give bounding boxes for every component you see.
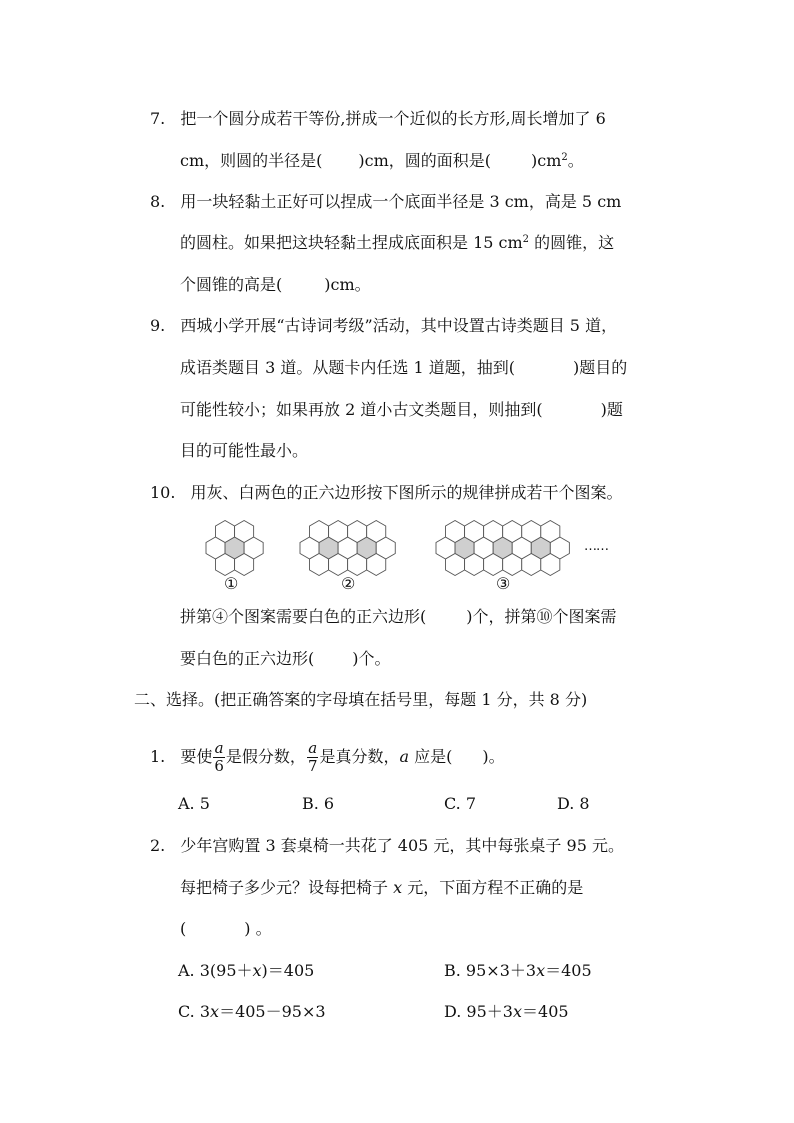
c2-option-b-text-1: B. 95×3＋3 <box>444 961 537 980</box>
section-2-title: 二、选择。(把正确答案的字母填在括号里，每题 1 分，共 8 分) <box>134 690 588 709</box>
c2-text-2b: 元，下面方程不正确的是 <box>402 878 584 897</box>
q10-line3 <box>180 649 391 669</box>
c2-option-a-text-1: A. 3(95＋ <box>178 961 253 980</box>
c2-text-2a: 每把椅子多少元？设每把椅子 <box>180 878 394 897</box>
q10-text-3b: )个。 <box>352 649 391 668</box>
c2-text-3a: ( <box>180 919 187 938</box>
c1-frac1-denominator: 6 <box>214 757 224 775</box>
q7-text-2c: )cm <box>531 151 562 170</box>
q9-number: 9. <box>150 316 166 335</box>
q7-text-2b: )cm，圆的面积是( <box>358 151 492 170</box>
c1-text-mid: 是假分数， <box>225 747 306 766</box>
c1-option-c[interactable]: C. 7 <box>444 794 477 813</box>
c2-option-c-variable: x <box>210 1002 220 1021</box>
c2-option-b-variable: x <box>536 961 546 980</box>
c2-option-a-variable: x <box>252 961 262 980</box>
q8-text-3a: 个圆锥的高是( <box>180 275 283 294</box>
c2-option-a[interactable] <box>178 961 314 981</box>
q7-line2 <box>180 151 584 171</box>
c1-frac2-denominator: 7 <box>307 757 318 775</box>
hexagon-figure <box>200 515 640 589</box>
c1-text-end: )。 <box>482 747 505 766</box>
c1-fraction-a-over-6 <box>213 740 225 775</box>
pattern-1-label: ① <box>224 574 239 593</box>
q9-text-2a: 成语类题目 3 道。从题卡内任选 1 道题，抽到( <box>180 358 515 377</box>
q8-superscript: 2 <box>522 234 530 245</box>
continuation-dots: …… <box>584 539 608 554</box>
q8-text-2a: 的圆柱。如果把这块轻黏土捏成底面积是 15 cm <box>180 233 523 252</box>
c2-option-d[interactable] <box>444 1002 569 1022</box>
q7-superscript: 2 <box>561 152 568 163</box>
c2-option-d-text-2: ＝405 <box>522 1002 569 1021</box>
c1-text-mid2: 是真分数， <box>319 747 400 766</box>
c1-option-b[interactable]: B. 6 <box>302 794 335 813</box>
q7-text-1: 把一个圆分成若干等份,拼成一个近似的长方形,周长增加了 6 <box>180 109 606 128</box>
c1-text-pre: 要使 <box>180 747 213 766</box>
q10-line2 <box>180 607 617 627</box>
c1-option-d[interactable]: D. 8 <box>557 794 590 813</box>
q10-number: 10. <box>150 483 176 502</box>
q8-number: 8. <box>150 192 166 211</box>
q9-line4 <box>180 441 308 461</box>
q10-text-1: 用灰、白两色的正六边形按下图所示的规律拼成若干个图案。 <box>190 483 623 502</box>
q9-text-3b: )题 <box>600 400 623 419</box>
c1-number: 1. <box>150 747 166 766</box>
q9-text-4: 目的可能性最小。 <box>180 441 309 460</box>
q10-line1 <box>150 483 623 503</box>
q8-text-3b: )cm。 <box>324 275 371 294</box>
q8-line1 <box>150 192 621 212</box>
q9-line2 <box>180 358 627 378</box>
c1-frac1-numerator: a <box>214 739 224 757</box>
pattern-3-label: ③ <box>496 574 511 593</box>
c2-line2 <box>180 878 583 898</box>
q9-line3 <box>180 400 623 420</box>
c1-text-post: 应是( <box>409 747 453 766</box>
q7-text-2a: cm，则圆的半径是( <box>180 151 323 170</box>
q9-text-2b: )题目的 <box>572 358 628 377</box>
c2-option-b[interactable] <box>444 961 592 981</box>
q7-text-2d: 。 <box>567 151 584 170</box>
q9-text-3a: 可能性较小；如果再放 2 道小古文类题目，则抽到( <box>180 400 543 419</box>
c2-option-d-text-1: D. 95＋3 <box>444 1002 513 1021</box>
c2-line3 <box>180 919 272 939</box>
c1-fraction-a-over-7 <box>307 740 319 775</box>
q10-text-2a: 拼第④个图案需要白色的正六边形( <box>180 607 427 626</box>
c1-line1 <box>150 740 505 775</box>
c1-variable: a <box>399 747 410 766</box>
pattern-2-label: ② <box>341 574 356 593</box>
c2-option-c-text-2: ＝405－95×3 <box>219 1002 326 1021</box>
c2-option-d-variable: x <box>512 1002 523 1021</box>
c2-text-3b: ) 。 <box>244 919 272 938</box>
q10-text-2b: )个，拼第⑩个图案需 <box>466 607 617 626</box>
q8-line2 <box>180 233 614 253</box>
q7-number: 7. <box>150 109 166 128</box>
c2-variable: x <box>393 878 403 897</box>
q9-text-1: 西城小学开展“古诗词考级”活动，其中设置古诗类题目 5 道， <box>180 316 618 335</box>
q8-line3 <box>180 275 371 295</box>
c1-option-a[interactable]: A. 5 <box>178 794 210 813</box>
c2-option-a-text-2: )＝405 <box>261 961 315 980</box>
c2-line1 <box>150 836 624 856</box>
c2-option-b-text-2: ＝405 <box>545 961 592 980</box>
c1-frac2-numerator: a <box>308 739 318 757</box>
c2-option-c-text-1: C. 3 <box>178 1002 211 1021</box>
c2-number: 2. <box>150 836 166 855</box>
q8-text-1: 用一块轻黏土正好可以捏成一个底面半径是 3 cm，高是 5 cm <box>180 192 622 211</box>
q8-text-2b: 的圆锥，这 <box>529 233 615 252</box>
q7-line1 <box>150 109 606 129</box>
hexagon-patterns-svg <box>200 515 640 585</box>
c2-text-1: 少年宫购置 3 套桌椅一共花了 405 元，其中每张桌子 95 元。 <box>180 836 624 855</box>
q10-text-3a: 要白色的正六边形( <box>180 649 315 668</box>
q9-line1 <box>150 316 617 336</box>
c2-option-c[interactable] <box>178 1002 326 1022</box>
